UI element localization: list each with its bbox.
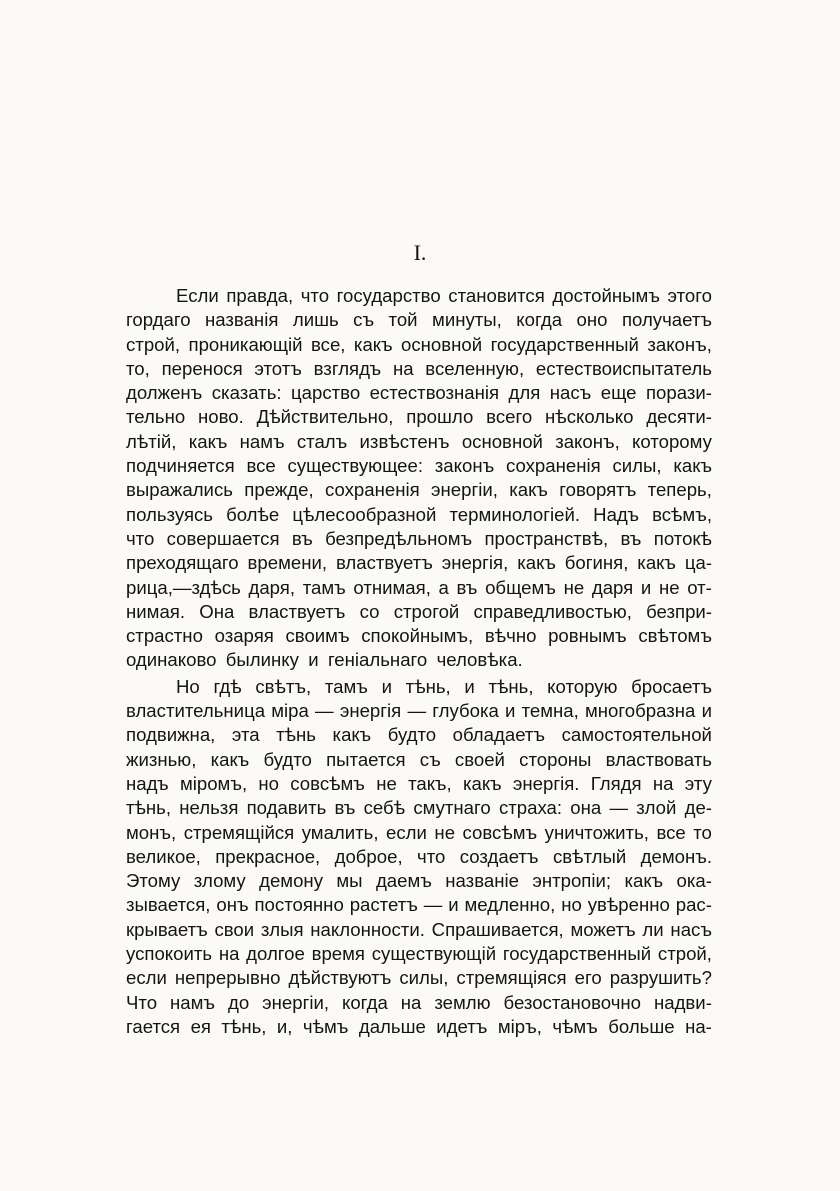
text-line: строй, проникающій все, какъ основной государственный законъ,: [126, 333, 712, 355]
text-line: лѣтій, какъ намъ сталъ извѣстенъ основной законъ, которому: [126, 430, 712, 452]
text-line: зывается, онъ постоянно растетъ — и медленно, но увѣренно рас-: [126, 894, 712, 916]
chapter-number: I.: [413, 240, 427, 265]
text-line: великое, прекрасное, доброе, что создаетъ свѣтлый демонъ.: [126, 845, 712, 867]
text-line: властительница міра — энергія — глубока и темна, многобразна и: [126, 700, 712, 722]
body-text: [126, 284, 712, 1039]
text-line: пользуясь болѣе цѣлесообразной терминологіей. Надъ всѣмъ,: [126, 503, 712, 525]
text-line: преходящаго времени, властвуетъ энергія, какъ богиня, какъ ца-: [126, 552, 712, 574]
text-line: что совершается въ безпредѣльномъ пространствѣ, въ потокѣ: [126, 527, 712, 549]
text-line: рица,—здѣсь даря, тамъ отнимая, а въ общемъ не даря и не от-: [126, 576, 712, 598]
text-line: надъ міромъ, но совсѣмъ не такъ, какъ энергія. Глядя на эту: [126, 772, 712, 794]
text-line: гается ея тѣнь, и, чѣмъ дальше идетъ міръ, чѣмъ больше на-: [126, 1015, 712, 1037]
text-line: успокоить на долгое время существующій государственный строй,: [126, 943, 712, 965]
text-line: нимая. Она властвуетъ со строгой справедливостью, безпри-: [126, 600, 712, 622]
text-line: подчиняется все существующее: законъ сохраненія силы, какъ: [126, 455, 712, 477]
text-line: то, перенося этотъ взглядъ на вселенную, естествоиспытатель: [126, 357, 712, 379]
text-line: гордаго названія лишь съ той минуты, когда оно получаетъ: [126, 309, 712, 331]
text-line: крываетъ свои злыя наклонности. Спрашивается, можетъ ли насъ: [126, 918, 712, 940]
text-line: Но гдѣ свѣтъ, тамъ и тѣнь, и тѣнь, которую бросаетъ: [176, 675, 712, 697]
text-line: монъ, стремящійся умалить, если не совсѣмъ уничтожить, все то: [126, 821, 712, 843]
text-line: одинаково былинку и геніальнаго человѣка.: [126, 649, 523, 671]
text-line: жизнью, какъ будто пытается съ своей стороны властвовать: [126, 748, 712, 770]
text-line: тельно ново. Дѣйствительно, прошло всего нѣсколько десяти-: [126, 406, 712, 428]
text-line: долженъ сказать: царство естествознанія для насъ еще порази-: [126, 382, 712, 404]
text-line: Этому злому демону мы даемъ названіе энтропіи; какъ ока-: [126, 870, 712, 892]
text-line: Что намъ до энергіи, когда на землю безостановочно надви-: [126, 991, 712, 1013]
text-line: подвижна, эта тѣнь какъ будто обладаетъ самостоятельной: [126, 724, 712, 746]
text-line: страстно озаряя своимъ спокойнымъ, вѣчно ровнымъ свѣтомъ: [126, 625, 712, 647]
text-line: если непрерывно дѣйствуютъ силы, стремящіяся его разрушить?: [126, 967, 712, 989]
text-line: выражались прежде, сохраненія энергіи, какъ говорятъ теперь,: [126, 479, 712, 501]
text-line: Если правда, что государство становится достойнымъ этого: [176, 285, 712, 306]
text-line: тѣнь, нельзя подавить въ себѣ смутнаго страха: она — злой де-: [126, 797, 712, 819]
